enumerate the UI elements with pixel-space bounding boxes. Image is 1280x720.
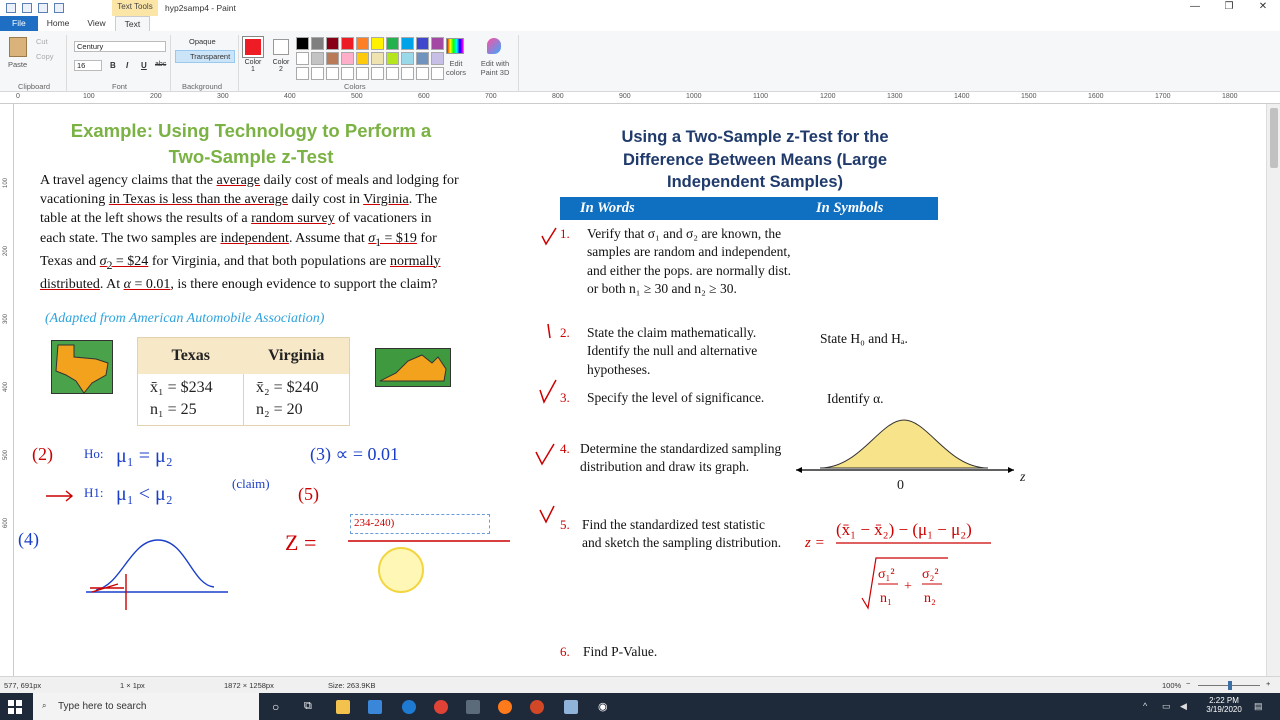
tab-home[interactable]: Home (46, 18, 70, 28)
procedure-title: Using a Two-Sample z-Test for the Difference Between Means (Large Independent Samples) (621, 128, 889, 191)
svg-text:σ₂²: σ₂² (922, 567, 939, 582)
network-icon[interactable]: ▭ (1162, 701, 1171, 711)
texas-mean: x̄₁ = $234 (150, 379, 213, 397)
vruler-tick: 100 (3, 177, 10, 189)
z-equals: Z = (285, 530, 317, 555)
check-step3 (540, 380, 556, 402)
underline-button[interactable]: U (141, 61, 147, 70)
file-explorer-icon[interactable] (336, 700, 350, 714)
ruler-tick: 1100 (753, 93, 769, 100)
ho-label: Ho: (84, 446, 104, 461)
bold-button[interactable]: B (110, 61, 116, 70)
font-size-select[interactable]: 16 (74, 60, 102, 71)
file-size: Size: 263.9KB (328, 681, 376, 690)
ruler-tick: 0 (16, 93, 20, 100)
calculator-icon[interactable] (466, 700, 480, 714)
step2-label: (2) (32, 444, 53, 464)
paint-taskbar-icon[interactable] (564, 700, 578, 714)
in-symbols-header: In Symbols (816, 200, 884, 216)
ruler-tick: 100 (83, 93, 95, 100)
text-tools-context-tab: Text Tools (112, 0, 158, 16)
copy-button[interactable]: Copy (36, 52, 54, 61)
strikethrough-button[interactable]: abc (155, 61, 167, 68)
ruler-tick: 1200 (820, 93, 836, 100)
minimize-button[interactable]: — (1190, 1, 1200, 12)
step-number: 3. (560, 390, 570, 405)
svg-text:n₁: n₁ (880, 591, 892, 606)
check-step2 (548, 324, 550, 338)
ruler-tick: 1700 (1155, 93, 1171, 100)
clipboard-group-label: Clipboard (18, 82, 51, 91)
cut-button[interactable]: Cut (36, 37, 48, 46)
notifications-icon[interactable]: ▤ (1254, 701, 1263, 711)
background-group-label: Background (182, 82, 223, 91)
transparent-option[interactable]: Transparent (175, 50, 235, 63)
texas-header: Texas (138, 338, 244, 374)
virginia-mean: x̄₂ = $240 (256, 379, 319, 397)
step5-label: (5) (298, 484, 319, 504)
h1-label: H1: (84, 485, 104, 500)
mouse-cursor-highlight (378, 547, 424, 593)
source-note: (Adapted from American Automobile Association) (45, 311, 325, 326)
zoom-in-button[interactable]: + (1266, 679, 1271, 688)
ruler-tick: 1300 (887, 93, 903, 100)
zoom-slider-thumb[interactable] (1228, 681, 1232, 690)
powerpoint-icon[interactable] (530, 700, 544, 714)
step-number: 4. (560, 441, 570, 456)
problem-statement: A travel agency claims that the average daily cost of meals and lodging for vacationing in Texas is less than the average daily cost in Virginia. The table at the left shows the results of a random survey of vacationers in each state. The two samples are independent. Assume that $\sigma_1$ = $19 for Texas and $\sigma_2$ = $24 for Virginia, and that both populations are normally distributed. At α = 0.01, is there enough evidence to support the claim? (40, 173, 459, 292)
vruler-tick: 200 (3, 245, 10, 257)
ruler-tick: 400 (284, 93, 296, 100)
text-input-box[interactable]: 234-240) (350, 514, 490, 534)
check-step5 (540, 506, 554, 522)
step-number: 5. (560, 517, 570, 532)
formula-numerator: (x̄₁ − x̄₂) − (μ₁ − μ₂) (836, 520, 972, 539)
taskbar-search-box[interactable]: Type here to search (33, 693, 259, 720)
search-icon: ⌕ (42, 701, 47, 710)
volume-icon[interactable]: ◀ (1180, 701, 1187, 711)
ruler-tick: 200 (150, 93, 162, 100)
opaque-option[interactable]: Opaque (189, 37, 216, 46)
step-text: Find the standardized test statistic and sketch the sampling distribution. (582, 517, 782, 551)
step3-alpha: (3) ∝ = 0.01 (310, 444, 399, 464)
edit-colors-button[interactable]: Edit colors (445, 59, 466, 77)
check-step1 (542, 228, 556, 244)
ruler-tick: 800 (552, 93, 564, 100)
ruler-tick: 600 (418, 93, 430, 100)
ruler-tick: 1500 (1021, 93, 1037, 100)
ruler-tick: 1000 (686, 93, 702, 100)
step-number: 1. (560, 226, 570, 241)
virginia-header: Virginia (244, 338, 350, 374)
formula-denominator (836, 540, 996, 620)
tray-chevron-icon[interactable]: ^ (1143, 701, 1148, 711)
h1-expression: μ₁ < μ₂ (116, 483, 173, 505)
font-group-label: Font (112, 82, 128, 91)
vruler-tick: 500 (3, 449, 10, 461)
step-number: 2. (560, 325, 570, 340)
step-text: Determine the standardized sampling distribution and draw its graph. (580, 441, 782, 475)
start-button[interactable] (0, 693, 30, 720)
cursor-position: 577, 691px (4, 681, 42, 690)
chrome-icon[interactable] (434, 700, 448, 714)
ruler-tick: 1800 (1222, 93, 1238, 100)
symbol-step2: State H₀ and Hₐ. (820, 331, 908, 346)
ruler-tick: 1600 (1088, 93, 1104, 100)
step-text: State the claim mathematically. Identify the null and alternative hypotheses. (587, 325, 758, 377)
ruler-tick: 500 (351, 93, 363, 100)
vruler-tick: 400 (3, 381, 10, 393)
step-number: 6. (560, 644, 570, 659)
sampling-distribution-graph (790, 410, 1030, 480)
firefox-icon[interactable] (498, 700, 512, 714)
clock[interactable]: 2:22 PM 3/19/2020 (1206, 696, 1242, 714)
taskbar (0, 693, 1280, 720)
symbol-step3: Identify α. (827, 391, 884, 406)
windows-logo-icon (8, 700, 22, 714)
cortana-icon[interactable]: ○ (272, 700, 280, 714)
claim-note: (claim) (232, 476, 270, 491)
tab-text[interactable]: Text (115, 16, 151, 31)
example-title: Example: Using Technology to Perform a Two-Sample z-Test (70, 120, 432, 167)
zoom-level: 100% (1162, 681, 1182, 690)
graph-zero-label: 0 (897, 478, 904, 493)
bell-curve-sketch (96, 540, 214, 590)
step-text: Find P-Value. (583, 644, 658, 659)
step-text: Specify the level of significance. (587, 390, 765, 405)
color2-label: Color 2 (272, 59, 290, 73)
window-title: hyp2samp4 - Paint (165, 3, 236, 13)
tab-view[interactable]: View (87, 18, 106, 28)
ruler-tick: 1400 (954, 93, 970, 100)
virginia-n: n₂ = 20 (256, 401, 303, 419)
edit-with-paint3d-button[interactable]: Edit with Paint 3D (480, 59, 510, 77)
italic-button[interactable]: I (126, 61, 129, 70)
ruler-tick: 700 (485, 93, 497, 100)
vruler-tick: 300 (3, 313, 10, 325)
close-button[interactable]: ✕ (1258, 1, 1268, 12)
svg-text:n₂: n₂ (924, 591, 936, 606)
zoom-out-button[interactable]: − (1186, 679, 1191, 688)
graph-z-label: z (1020, 470, 1026, 485)
svg-text:+: + (904, 579, 912, 594)
task-view-icon[interactable]: ⧉ (304, 700, 312, 712)
recording-icon[interactable]: ◉ (598, 701, 608, 713)
maximize-button[interactable]: ❐ (1224, 1, 1234, 12)
edge-icon[interactable] (402, 700, 416, 714)
vruler-tick: 600 (3, 517, 10, 529)
step-text: Verify that σ₁ and σ₂ are known, the samples are random and independent, and either the pops. are normally dist. or both n₁ ≥ 30 and n₂ ≥ 30. (587, 226, 791, 296)
font-family-select[interactable]: Century (74, 41, 166, 52)
procedure-table-header (560, 197, 938, 220)
checkmarks (530, 220, 570, 530)
paste-button[interactable]: Paste (8, 60, 28, 69)
formula-lhs: z = (805, 535, 825, 551)
in-words-header: In Words (580, 200, 635, 216)
arrow-mark (46, 491, 72, 501)
texas-n: n₁ = 25 (150, 401, 197, 419)
colors-group-label: Colors (344, 82, 366, 91)
ruler-tick: 900 (619, 93, 631, 100)
check-step4 (536, 444, 554, 464)
step4-label: (4) (18, 529, 39, 549)
selection-size: 1 × 1px (120, 681, 145, 690)
store-icon[interactable] (368, 700, 382, 714)
svg-text:σ₁²: σ₁² (878, 567, 895, 582)
canvas-size: 1872 × 1258px (224, 681, 274, 690)
ruler-tick: 300 (217, 93, 229, 100)
ho-expression: μ₁ = μ₂ (116, 445, 173, 467)
color1-label: Color 1 (244, 59, 262, 73)
status-bar (0, 676, 1280, 693)
tab-file[interactable]: File (0, 16, 38, 31)
